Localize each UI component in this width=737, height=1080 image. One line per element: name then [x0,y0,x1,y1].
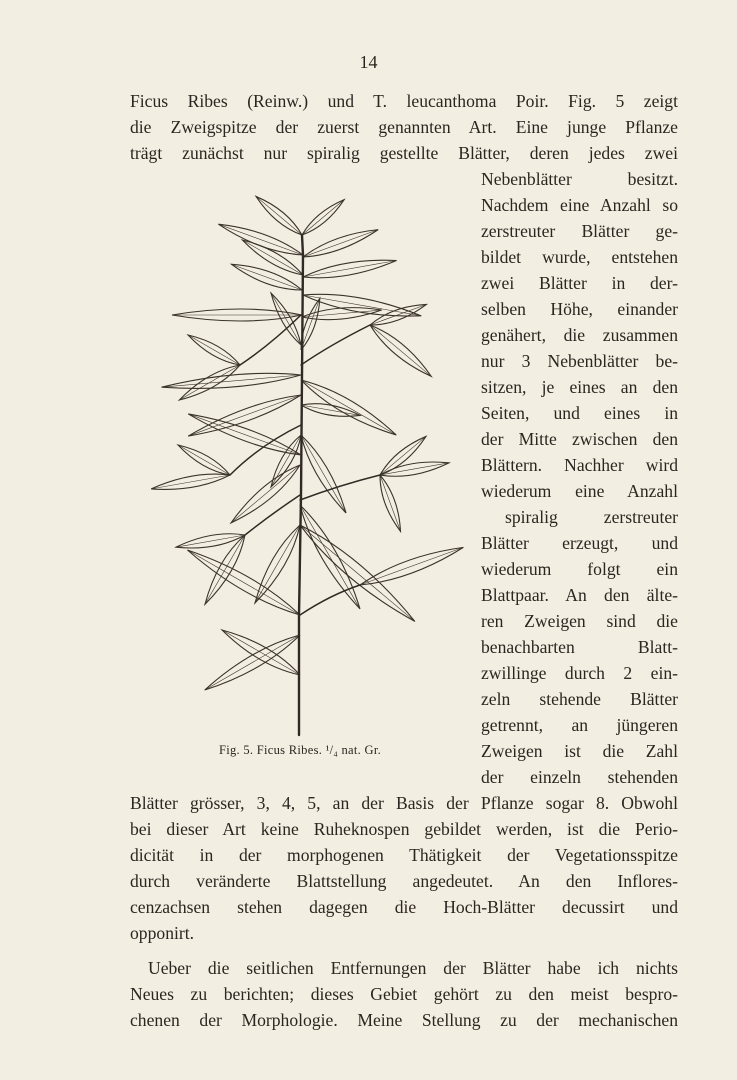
text-line: Blätter erzeugt, und [481,533,678,553]
leaf-vein [205,635,300,690]
text-line: zwillinge durch 2 ein- [481,663,678,683]
leaf-vein [242,240,303,275]
leaf-vein [256,196,302,235]
text-line: opponirt. [130,923,195,943]
text-line: Nachdem eine Anzahl so [481,195,678,215]
text-line: getrennt, an jüngeren [481,715,678,735]
text-line: Neues zu berichten; dieses Gebiet gehört zu den meist bespro- [130,984,678,1004]
ficus-branch-illustration [130,195,470,740]
text-line: nur 3 Nebenblätter be- [481,351,678,371]
leaf-vein [302,200,344,235]
text-line: Blätter grösser, 3, 4, 5, an der Basis der Pflanze sogar 8. Obwohl [130,793,678,813]
side-branch [245,495,300,535]
page-number: 14 [359,52,378,72]
text-line: Nebenblätter besitzt. [481,169,678,189]
leaf-vein [303,230,378,257]
text-line: Ueber die seitlichen Entfernungen der Blätter habe ich nichts [148,958,678,978]
side-branch [300,585,360,615]
leaf-vein [370,325,431,376]
side-branch [230,425,301,475]
text-line: trägt zunächst nur spiralig gestellte Blätter, deren jedes zwei [130,143,678,163]
leaf-vein [188,335,240,365]
leaf-vein [179,365,240,400]
leaf-vein [255,525,300,603]
text-line: Ficus Ribes (Reinw.) und T. leucanthoma Poir. Fig. 5 zeigt [130,91,678,111]
main-stem [299,235,303,735]
leaf-vein [380,436,426,475]
leaf-vein [301,405,360,415]
text-line: zerstreuter Blätter ge- [481,221,678,241]
text-line: zeln stehende Blätter [481,689,678,709]
leaf-vein [380,463,449,475]
text-line: selben Höhe, einander [481,299,678,319]
side-branch [301,325,370,365]
text-line: benachbarten Blatt- [481,637,678,657]
text-line: sitzen, je eines an den [481,377,678,397]
side-branch [240,315,301,365]
text-line: der einzeln stehenden [481,767,678,787]
text-line: wiederum eine Anzahl [481,481,678,501]
leaf-vein [188,395,301,436]
figure-caption: Fig. 5. Ficus Ribes. ¹/₄ nat. Gr. [218,743,382,757]
text-line: durch veränderte Blattstellung angedeutet. An den Inflores- [130,871,678,891]
leaf-vein [231,465,300,523]
text-line: Seiten, und eines in [481,403,678,423]
leaf-vein [222,630,300,675]
text-line: cenzachsen stehen dagegen die Hoch-Blätter decussirt und [130,897,678,917]
text-line: chenen der Morphologie. Meine Stellung zu der mechanischen [130,1010,678,1030]
leaf-vein [151,475,230,489]
text-line: spiralig zerstreuter [505,507,678,527]
text-line: Zweigen ist die Zahl [481,741,678,761]
leaf-vein [178,445,230,475]
text-line: bei dieser Art keine Ruheknospen gebildet werden, ist die Perio- [130,819,678,839]
leaf-vein [162,375,301,387]
leaf-vein [380,475,401,531]
text-line: wiederum folgt ein [481,559,678,579]
text-line: genähert, die zusammen [481,325,678,345]
text-line: Blattpaar. An den älte- [481,585,678,605]
text-line: der Mitte zwischen den [481,429,678,449]
text-line: Blättern. Nachher wird [481,455,678,475]
text-line: ren Zweigen sind die [481,611,678,631]
leaf-vein [301,298,320,350]
text-line: die Zweigspitze der zuerst genannten Art. Eine junge Pflanze [130,117,678,137]
leaf-vein [301,435,346,513]
text-line: bildet wurde, entstehen [481,247,678,267]
text-line: zwei Blätter in der- [481,273,678,293]
text-line: dicität in der morphogenen Thätigkeit der Vegetationsspitze [130,845,678,865]
leaf-vein [271,435,301,487]
